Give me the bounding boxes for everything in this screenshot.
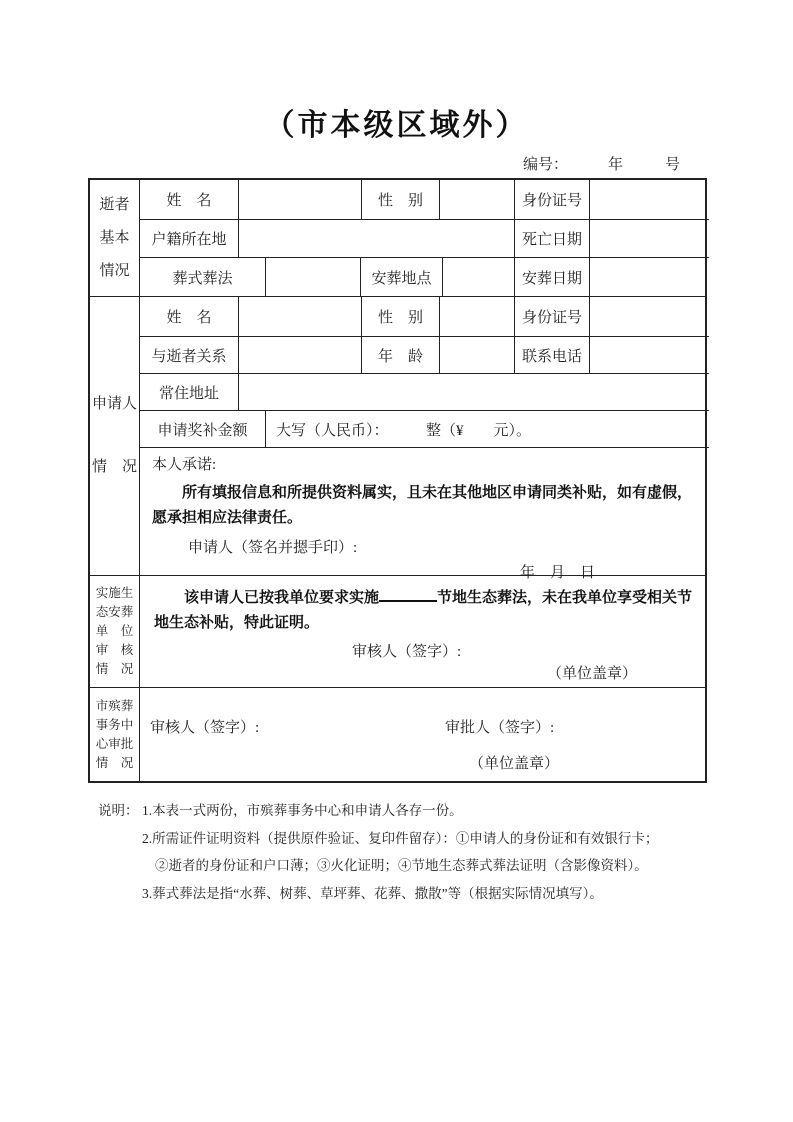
table-row (140, 336, 709, 374)
field-value-burial-date (589, 258, 709, 296)
applicant-promise-block (140, 448, 709, 581)
number-label: 编号： (523, 157, 569, 173)
field-label-relation-to-deceased: 与逝者关系 (151, 348, 227, 365)
application-form-table (88, 178, 707, 783)
note-line-3: ②逝者的身份证和户口薄；③火化证明；④节地生态葬式葬法证明（含影像资料）。 (155, 858, 648, 873)
fill-in-blank-line (379, 585, 437, 602)
section-label-center-approval: 市殡葬 事务中 心审批 情 况 (90, 688, 140, 781)
section-applicant-info (90, 296, 705, 581)
number-year-label: 年 (608, 157, 624, 173)
field-label-applicant-age: 年 龄 (361, 337, 439, 374)
field-value-deceased-id-number (589, 180, 709, 219)
section-deceased-info (90, 180, 705, 296)
field-value-deceased-name (238, 180, 361, 219)
note-line-1: 1.本表一式两份，市殡葬事务中心和申请人各存一份。 (142, 803, 463, 818)
field-label-permanent-address: 常住地址 (158, 385, 219, 402)
unit-reviewer-signature-label: 审核人（签字）: (352, 644, 462, 660)
field-label-applicant-id-number: 身份证号 (514, 297, 589, 336)
promise-heading: 本人承诺: (152, 456, 217, 473)
table-row (140, 373, 709, 410)
field-label-deceased-id-number: 身份证号 (514, 180, 589, 219)
field-value-death-date (589, 220, 709, 257)
table-row (140, 447, 709, 581)
number-hao-label: 号 (665, 157, 681, 173)
promise-body-text: 所有填报信息和所提供资料属实，且未在其他地区申请同类补贴，如有虚假，愿承担相应法律责任。 (152, 483, 693, 526)
field-value-permanent-address (238, 374, 709, 410)
unit-certification-text: 该申请人已按我单位要求实施 节地生态葬法，未在我单位享受相关节地生态补贴，特此证明。 (154, 585, 695, 635)
note-line-4: 3.葬式葬法是指“水葬、树葬、草坪葬、花葬、撒散”等（根据实际情况填写）。 (142, 885, 603, 901)
section-label-unit-review: 实施生 态安葬 单 位 审 核 情 况 (90, 576, 140, 687)
section-center-approval (90, 687, 705, 781)
field-label-death-date: 死亡日期 (514, 220, 589, 257)
center-seal-label: （单位盖章） (469, 756, 560, 772)
section-unit-review (90, 575, 705, 687)
document-number-line (523, 153, 680, 174)
promise-date-label: 年 月 日 (520, 564, 596, 581)
page-title: （市本级区域外） (264, 109, 529, 142)
field-value-contact-phone (589, 337, 709, 374)
notes-block (98, 797, 723, 907)
field-value-relation-to-deceased (238, 337, 361, 374)
field-value-subsidy-amount: 大写（人民币）： 整（¥ 元）。 (265, 411, 709, 447)
field-label-contact-phone: 联系电话 (514, 337, 589, 374)
field-value-applicant-id-number (589, 297, 709, 336)
table-row (140, 219, 709, 257)
field-label-subsidy-amount: 申请奖补金额 (157, 422, 248, 439)
table-row (140, 410, 709, 447)
field-value-deceased-gender (439, 180, 514, 219)
section-label-deceased: 逝者 基本 情况 (90, 180, 140, 296)
table-row (140, 297, 709, 336)
field-value-burial-method (265, 258, 360, 296)
section-label-applicant: 申请人 情 况 (90, 297, 140, 575)
field-value-applicant-age (439, 337, 514, 374)
table-row (140, 180, 709, 219)
field-label-applicant-gender: 性 别 (361, 297, 439, 336)
unit-seal-label: （单位盖章） (546, 666, 637, 682)
field-label-burial-method: 葬式葬法 (172, 270, 233, 287)
field-value-applicant-name (238, 297, 361, 336)
applicant-signature-label: 申请人（签名并摁手印）: (188, 539, 358, 556)
unit-review-block (140, 576, 709, 687)
field-label-registered-residence: 户籍所在地 (151, 232, 227, 248)
note-line-2: 2.所需证件证明资料（提供原件验证、复印件留存）：①申请人的身份证和有效银行卡； (142, 830, 659, 846)
table-row (140, 257, 709, 296)
field-label-applicant-name: 姓 名 (166, 309, 212, 326)
notes-label: 说明： (98, 803, 139, 818)
center-approver-signature-label: 审批人（签字）: (445, 720, 555, 736)
center-reviewer-signature-label: 审核人（签字）: (150, 720, 260, 736)
field-label-burial-place: 安葬地点 (360, 258, 442, 296)
field-value-registered-residence (238, 220, 514, 257)
field-label-deceased-name: 姓 名 (166, 193, 212, 209)
field-label-burial-date: 安葬日期 (514, 258, 589, 296)
field-value-burial-place (442, 258, 514, 296)
field-label-deceased-gender: 性 别 (361, 180, 439, 219)
field-value-applicant-gender (439, 297, 514, 336)
